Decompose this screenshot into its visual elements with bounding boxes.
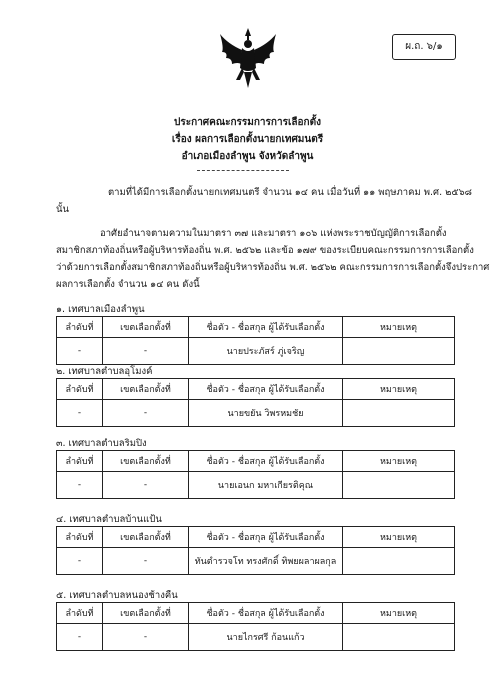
header-order: ลำดับที่: [57, 317, 103, 338]
header-district: เขตเลือกตั้งที่: [103, 527, 189, 548]
cell-order: -: [57, 338, 103, 365]
cell-name: นายขยัน วิพรหมชัย: [189, 400, 343, 427]
header-remark: หมายเหตุ: [343, 603, 455, 624]
header-remark: หมายเหตุ: [343, 317, 455, 338]
cell-district: -: [103, 400, 189, 427]
cell-name: นายเอนก มหาเกียรติคุณ: [189, 472, 343, 499]
header-district: เขตเลือกตั้งที่: [103, 451, 189, 472]
header-remark: หมายเหตุ: [343, 451, 455, 472]
header-order: ลำดับที่: [57, 451, 103, 472]
section-title: ๓. เทศบาลตำบลริมปิง: [56, 438, 147, 449]
result-table: [56, 526, 455, 575]
table-row: [57, 548, 455, 575]
legal-paragraph-line: อาศัยอำนาจตามความในมาตรา ๓๗ และมาตรา ๑๐๖ แห่งพระราชบัญญัติการเลือกตั้ง: [100, 228, 447, 239]
cell-order: -: [57, 548, 103, 575]
cell-remark: [343, 472, 455, 499]
header-district: เขตเลือกตั้งที่: [103, 317, 189, 338]
header-remark: หมายเหตุ: [343, 527, 455, 548]
intro-paragraph-line: นั้น: [56, 204, 69, 215]
table-row: [57, 400, 455, 427]
title-divider: [197, 170, 289, 171]
table-row: [57, 338, 455, 365]
cell-district: -: [103, 472, 189, 499]
cell-district: -: [103, 624, 189, 651]
header-name: ชื่อตัว - ชื่อสกุล ผู้ได้รับเลือกตั้ง: [189, 379, 343, 400]
cell-name: นายไกรศรี ก้อนแก้ว: [189, 624, 343, 651]
garuda-emblem-icon: [218, 28, 278, 90]
result-table: [56, 378, 455, 427]
header-name: ชื่อตัว - ชื่อสกุล ผู้ได้รับเลือกตั้ง: [189, 451, 343, 472]
header-district: เขตเลือกตั้งที่: [103, 603, 189, 624]
section-title: ๕. เทศบาลตำบลหนองช้างคืน: [56, 590, 178, 601]
cell-district: -: [103, 548, 189, 575]
section-title: ๑. เทศบาลเมืองลำพูน: [56, 304, 145, 315]
section-title: ๒. เทศบาลตำบลอุโมงค์: [56, 366, 153, 377]
legal-paragraph-line: ว่าด้วยการเลือกตั้งสมาชิกสภาท้องถิ่นหรือผู้บริหารท้องถิ่น พ.ศ. ๒๕๖๒ คณะกรรมการการเลือกตั้งจึงประกาศ: [56, 262, 490, 273]
result-table: [56, 602, 455, 651]
result-table: [56, 450, 455, 499]
table-row: [57, 472, 455, 499]
header-remark: หมายเหตุ: [343, 379, 455, 400]
cell-district: -: [103, 338, 189, 365]
cell-name: ทันตำรวจโท ทรงศักดิ์ ทิพยผลาผลกุล: [189, 548, 343, 575]
section-title: ๔. เทศบาลตำบลบ้านแป้น: [56, 514, 162, 525]
form-code-box: ผ.ถ. ๖/๑: [392, 34, 456, 60]
announcement-title: ประกาศคณะกรรมการการเลือกตั้ง: [174, 117, 321, 128]
result-table: [56, 316, 455, 365]
cell-remark: [343, 338, 455, 365]
header-name: ชื่อตัว - ชื่อสกุล ผู้ได้รับเลือกตั้ง: [189, 317, 343, 338]
legal-paragraph-line: สมาชิกสภาท้องถิ่นหรือผู้บริหารท้องถิ่น พ.ศ. ๒๕๖๒ และข้อ ๑๗๙ ของระเบียบคณะกรรมการการเลือกตั้ง: [56, 245, 474, 256]
cell-name: นายประภัสร์ ภู่เจริญ: [189, 338, 343, 365]
cell-order: -: [57, 624, 103, 651]
cell-remark: [343, 400, 455, 427]
cell-order: -: [57, 400, 103, 427]
header-district: เขตเลือกตั้งที่: [103, 379, 189, 400]
table-row: [57, 624, 455, 651]
cell-remark: [343, 624, 455, 651]
announcement-location: อำเภอเมืองลำพูน จังหวัดลำพูน: [181, 151, 314, 162]
header-name: ชื่อตัว - ชื่อสกุล ผู้ได้รับเลือกตั้ง: [189, 527, 343, 548]
header-order: ลำดับที่: [57, 527, 103, 548]
header-order: ลำดับที่: [57, 379, 103, 400]
cell-order: -: [57, 472, 103, 499]
announcement-subject: เรื่อง ผลการเลือกตั้งนายกเทศมนตรี: [171, 134, 324, 145]
intro-paragraph-line: ตามที่ได้มีการเลือกตั้งนายกเทศมนตรี จำนวน ๑๔ คน เมื่อวันที่ ๑๑ พฤษภาคม พ.ศ. ๒๕๖๘: [108, 187, 472, 198]
legal-paragraph-line: ผลการเลือกตั้ง จำนวน ๑๔ คน ดังนี้: [56, 279, 200, 290]
header-name: ชื่อตัว - ชื่อสกุล ผู้ได้รับเลือกตั้ง: [189, 603, 343, 624]
cell-remark: [343, 548, 455, 575]
header-order: ลำดับที่: [57, 603, 103, 624]
